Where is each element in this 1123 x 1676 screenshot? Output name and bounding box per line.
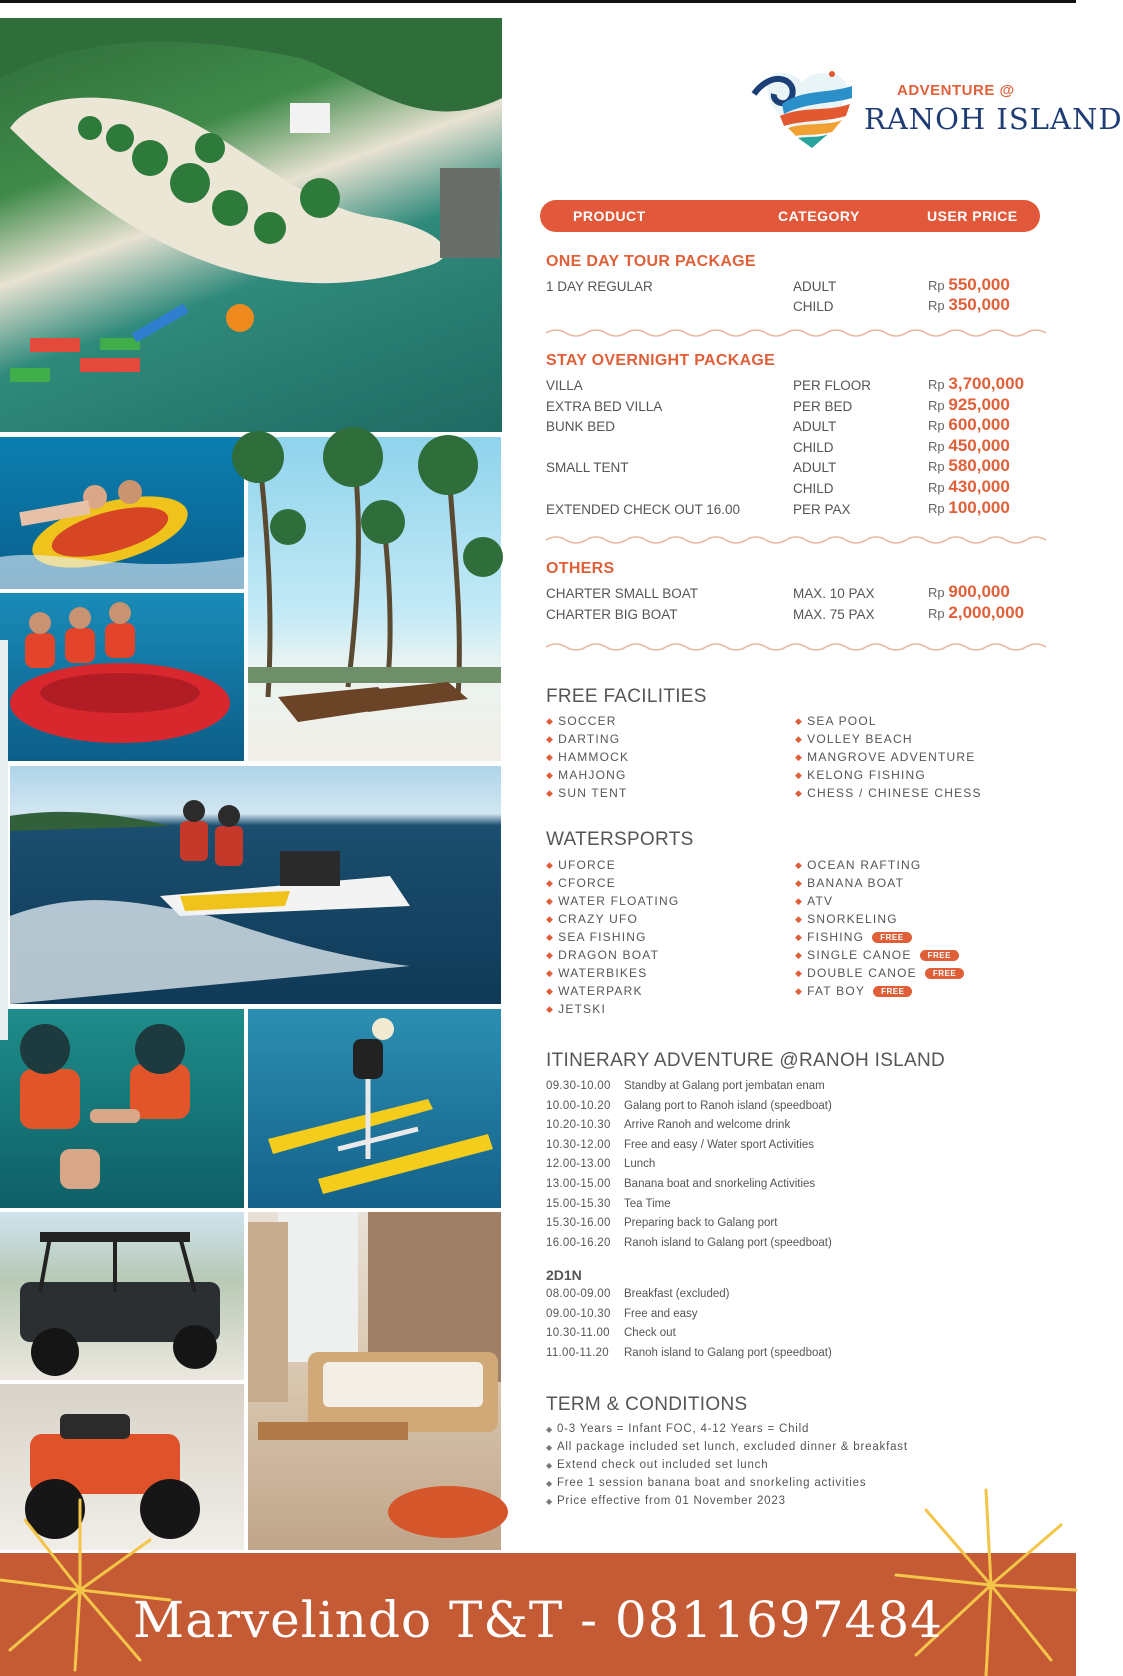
photo-water-bike: [248, 1009, 501, 1208]
list-item: ◆ DRAGON BOAT: [546, 948, 660, 962]
price: 600,000: [948, 415, 1010, 434]
category: CHILD: [793, 440, 834, 455]
currency: Rp: [928, 439, 945, 454]
itinerary-row: 10.00-10.20 Galang port to Ranoh island (speedboat): [546, 1100, 832, 1112]
section-title: ONE DAY TOUR PACKAGE: [546, 253, 756, 270]
free-badge: FREE: [872, 932, 911, 943]
diamond-bullet-icon: ◆: [546, 1425, 553, 1434]
wave-divider: [546, 534, 1046, 546]
section-title: STAY OVERNIGHT PACKAGE: [546, 352, 776, 369]
price: 100,000: [948, 498, 1010, 517]
free-badge: FREE: [925, 968, 964, 979]
photo-aerial-island: [0, 18, 502, 432]
price: 925,000: [948, 395, 1010, 414]
itinerary-row: 09.00-10.30 Free and easy: [546, 1308, 698, 1320]
diamond-bullet-icon: ◆: [546, 752, 555, 762]
free-badge: FREE: [873, 986, 912, 997]
diamond-bullet-icon: ◆: [795, 788, 804, 798]
page-edge-shadow: [0, 640, 8, 1040]
list-item: ◆ ATV: [795, 894, 834, 908]
diamond-bullet-icon: ◆: [795, 734, 804, 744]
top-border: [0, 0, 1076, 3]
diamond-bullet-icon: ◆: [795, 968, 804, 978]
currency: Rp: [928, 585, 945, 600]
price-row: [546, 584, 1046, 604]
price: 900,000: [948, 582, 1010, 601]
currency: Rp: [928, 418, 945, 433]
diamond-bullet-icon: ◆: [546, 1461, 553, 1470]
category: PER BED: [793, 399, 853, 414]
section-title: OTHERS: [546, 560, 615, 577]
list-item: ◆ CHESS / CHINESE CHESS: [795, 786, 982, 800]
category: MAX. 10 PAX: [793, 586, 875, 601]
category: CHILD: [793, 299, 834, 314]
diamond-bullet-icon: ◆: [546, 788, 555, 798]
header-category: CATEGORY: [778, 208, 860, 224]
itinerary-title: ITINERARY ADVENTURE @RANOH ISLAND: [546, 1050, 946, 1071]
price-row: [546, 438, 1046, 458]
list-item: ◆ VOLLEY BEACH: [795, 732, 913, 746]
price: 550,000: [948, 275, 1010, 294]
currency: Rp: [928, 298, 945, 313]
wave-heart-logo-icon: [752, 64, 862, 154]
diamond-bullet-icon: ◆: [546, 716, 555, 726]
diamond-bullet-icon: ◆: [546, 1004, 555, 1014]
diamond-bullet-icon: ◆: [795, 896, 804, 906]
diamond-bullet-icon: ◆: [546, 734, 555, 744]
price-row: [546, 397, 1046, 417]
itinerary-row: 13.00-15.00 Banana boat and snorkeling Activities: [546, 1178, 816, 1190]
currency: Rp: [928, 377, 945, 392]
wave-divider: [546, 327, 1046, 339]
list-item: ◆ JETSKI: [546, 1002, 607, 1016]
category: ADULT: [793, 460, 837, 475]
terms-item: ◆ All package included set lunch, excluded dinner & breakfast: [546, 1441, 908, 1453]
list-item: ◆ FAT BOY FREE: [795, 984, 912, 998]
terms-title: TERM & CONDITIONS: [546, 1394, 748, 1415]
price: 2,000,000: [948, 603, 1025, 622]
price-row: [546, 479, 1046, 499]
header-user-price: USER PRICE: [927, 208, 1018, 224]
price-row: [546, 417, 1046, 437]
itinerary-row: 16.00-16.20 Ranoh island to Galang port (speedboat): [546, 1237, 832, 1249]
photo-villa-room: [248, 1212, 501, 1550]
itinerary-row: 10.30-11.00 Check out: [546, 1327, 676, 1339]
currency: Rp: [928, 606, 945, 621]
list-item: ◆ DOUBLE CANOE FREE: [795, 966, 964, 980]
category: ADULT: [793, 279, 837, 294]
header-product: PRODUCT: [573, 208, 646, 224]
diamond-bullet-icon: ◆: [795, 716, 804, 726]
category: ADULT: [793, 419, 837, 434]
overnight-title: 2D1N: [546, 1267, 582, 1283]
list-item: ◆ SNORKELING: [795, 912, 898, 926]
product-name: SMALL TENT: [546, 460, 629, 475]
itinerary-row: 10.30-12.00 Free and easy / Water sport Activities: [546, 1139, 815, 1151]
list-item: ◆ DARTING: [546, 732, 621, 746]
price-row: [546, 297, 1046, 317]
diamond-bullet-icon: ◆: [795, 932, 804, 942]
list-item: ◆ SUN TENT: [546, 786, 628, 800]
price: 350,000: [948, 295, 1010, 314]
itinerary-row: 11.00-11.20 Ranoh island to Galang port (speedboat): [546, 1347, 832, 1359]
diamond-bullet-icon: ◆: [546, 932, 555, 942]
diamond-bullet-icon: ◆: [546, 914, 555, 924]
diamond-bullet-icon: ◆: [546, 968, 555, 978]
product-name: VILLA: [546, 378, 583, 393]
list-item: ◆ CFORCE: [546, 876, 616, 890]
photo-tube-ride-group: [0, 593, 244, 761]
diamond-bullet-icon: ◆: [795, 950, 804, 960]
price-row: [546, 458, 1046, 478]
list-item: ◆ MAHJONG: [546, 768, 627, 782]
price-row: [546, 605, 1046, 625]
currency: Rp: [928, 459, 945, 474]
itinerary-row: 15.30-16.00 Preparing back to Galang port: [546, 1217, 778, 1229]
free-facilities-title: FREE FACILITIES: [546, 686, 707, 707]
diamond-bullet-icon: ◆: [546, 1443, 553, 1452]
diamond-bullet-icon: ◆: [546, 1479, 553, 1488]
diamond-bullet-icon: ◆: [795, 860, 804, 870]
diamond-bullet-icon: ◆: [546, 986, 555, 996]
contact-info: Marvelindo T&T - 0811697484: [133, 1591, 943, 1649]
list-item: ◆ FISHING FREE: [795, 930, 912, 944]
terms-item: ◆ Free 1 session banana boat and snorkeling activities: [546, 1477, 867, 1489]
list-item: ◆ HAMMOCK: [546, 750, 630, 764]
diamond-bullet-icon: ◆: [795, 986, 804, 996]
terms-item: ◆ 0-3 Years = Infant FOC, 4-12 Years = Child: [546, 1423, 810, 1435]
price-table-header: [540, 200, 1040, 232]
list-item: ◆ CRAZY UFO: [546, 912, 639, 926]
diamond-bullet-icon: ◆: [546, 1497, 553, 1506]
currency: Rp: [928, 398, 945, 413]
currency: Rp: [928, 278, 945, 293]
list-item: ◆ OCEAN RAFTING: [795, 858, 922, 872]
itinerary-row: 10.20-10.30 Arrive Ranoh and welcome drink: [546, 1119, 791, 1131]
itinerary-row: 08.00-09.00 Breakfast (excluded): [546, 1288, 730, 1300]
product-name: CHARTER SMALL BOAT: [546, 586, 699, 601]
itinerary-row: 12.00-13.00 Lunch: [546, 1158, 656, 1170]
list-item: ◆ SEA POOL: [795, 714, 877, 728]
diamond-bullet-icon: ◆: [546, 950, 555, 960]
photo-utv-vehicle: [0, 1212, 244, 1380]
price: 3,700,000: [948, 374, 1025, 393]
category: PER PAX: [793, 502, 851, 517]
itinerary-row: 09.30-10.00 Standby at Galang port jembatan enam: [546, 1080, 825, 1092]
list-item: ◆ SEA FISHING: [546, 930, 647, 944]
diamond-bullet-icon: ◆: [546, 770, 555, 780]
list-item: ◆ WATER FLOATING: [546, 894, 680, 908]
free-badge: FREE: [920, 950, 959, 961]
photo-snorkeling: [0, 1009, 244, 1208]
list-item: ◆ KELONG FISHING: [795, 768, 926, 782]
logo-title: RANOH ISLAND: [864, 102, 1123, 136]
photo-palm-beach: [248, 437, 501, 761]
price: 580,000: [948, 456, 1010, 475]
list-item: ◆ WATERBIKES: [546, 966, 648, 980]
wave-divider: [546, 641, 1046, 653]
list-item: ◆ WATERPARK: [546, 984, 643, 998]
product-name: EXTENDED CHECK OUT 16.00: [546, 502, 741, 517]
watersports-title: WATERSPORTS: [546, 829, 694, 850]
itinerary-row: 15.00-15.30 Tea Time: [546, 1198, 671, 1210]
product-name: EXTRA BED VILLA: [546, 399, 663, 414]
price-row: [546, 376, 1046, 396]
diamond-bullet-icon: ◆: [546, 896, 555, 906]
price-row: [546, 500, 1046, 520]
product-name: 1 DAY REGULAR: [546, 279, 653, 294]
logo-tagline: ADVENTURE @: [897, 82, 1015, 99]
list-item: ◆ SINGLE CANOE FREE: [795, 948, 959, 962]
diamond-bullet-icon: ◆: [795, 914, 804, 924]
terms-item: ◆ Extend check out included set lunch: [546, 1459, 769, 1471]
brand-logo: [752, 64, 1123, 154]
price: 430,000: [948, 477, 1010, 496]
diamond-bullet-icon: ◆: [795, 878, 804, 888]
photo-tube-ride: [0, 437, 244, 589]
diamond-bullet-icon: ◆: [546, 878, 555, 888]
price-row: [546, 277, 1046, 297]
photo-jetski: [10, 766, 501, 1004]
currency: Rp: [928, 480, 945, 495]
category: PER FLOOR: [793, 378, 872, 393]
currency: Rp: [928, 501, 945, 516]
category: MAX. 75 PAX: [793, 607, 875, 622]
terms-item: ◆ Price effective from 01 November 2023: [546, 1495, 786, 1507]
list-item: ◆ UFORCE: [546, 858, 616, 872]
price: 450,000: [948, 436, 1010, 455]
product-name: CHARTER BIG BOAT: [546, 607, 678, 622]
diamond-bullet-icon: ◆: [795, 770, 804, 780]
list-item: ◆ MANGROVE ADVENTURE: [795, 750, 976, 764]
category: CHILD: [793, 481, 834, 496]
diamond-bullet-icon: ◆: [795, 752, 804, 762]
list-item: ◆ BANANA BOAT: [795, 876, 905, 890]
list-item: ◆ SOCCER: [546, 714, 617, 728]
product-name: BUNK BED: [546, 419, 616, 434]
diamond-bullet-icon: ◆: [546, 860, 555, 870]
